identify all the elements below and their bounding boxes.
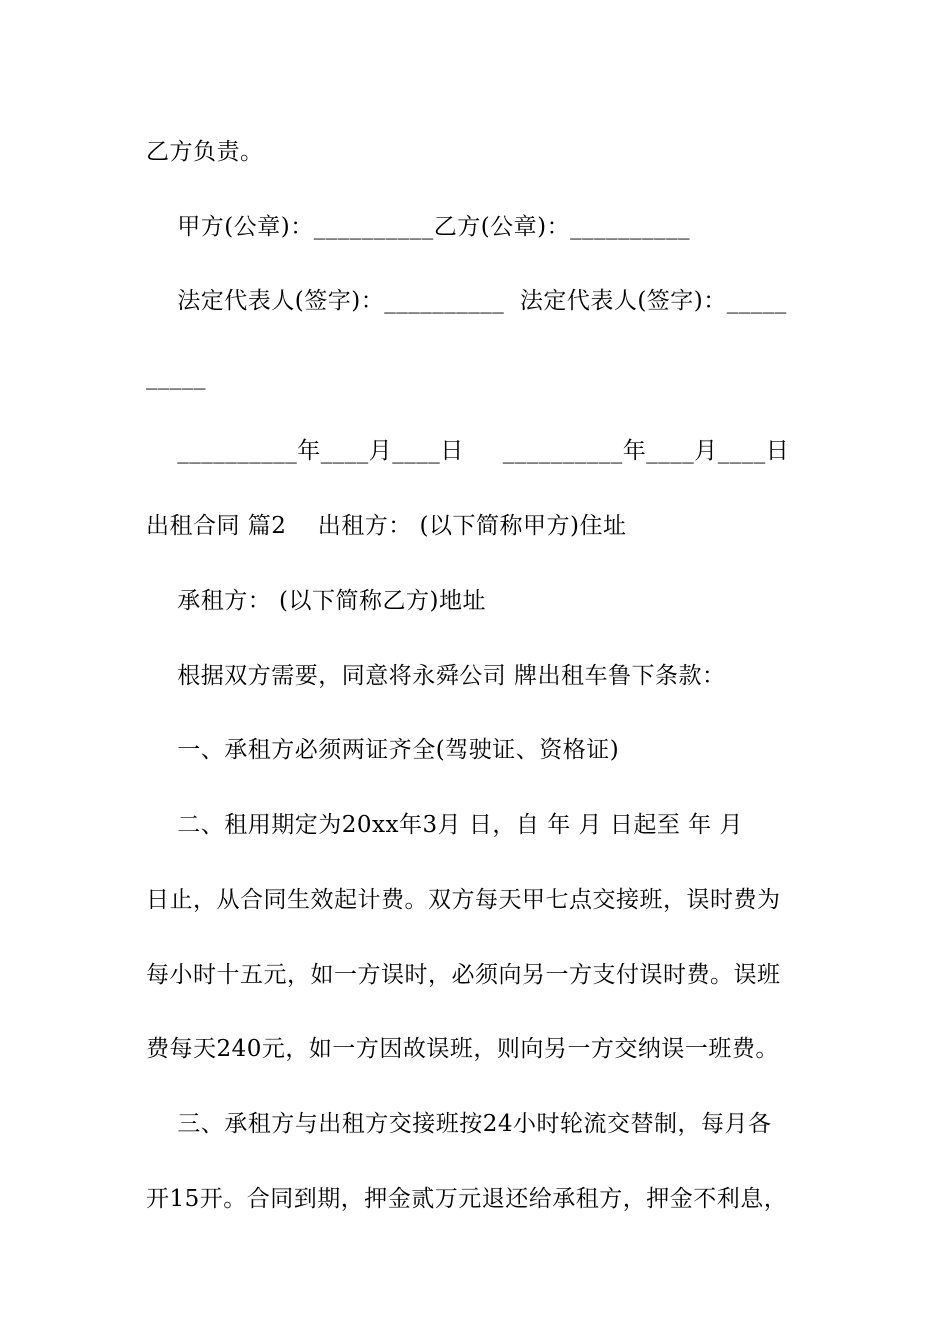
clause-3-line-1: 三、承租方与出租方交接班按24小时轮流交替制，每月各	[146, 1111, 772, 1137]
clause-1: 一、承租方必须两证齐全(驾驶证、资格证)	[146, 737, 620, 763]
text-line-1: 乙方负责。	[146, 139, 264, 165]
signature-line-party-seals: 甲方(公章)：__________乙方(公章)：__________	[146, 214, 691, 240]
signature-line-continuation: _____	[146, 364, 206, 390]
lessee-line: 承租方： (以下简称乙方)地址	[146, 588, 487, 614]
agreement-intro: 根据双方需要，同意将永舜公司 牌出租车鲁下条款：	[146, 663, 726, 689]
contract-heading: 出租合同 篇2 出租方： (以下简称甲方)住址	[146, 513, 627, 539]
clause-2-line-1: 二、租用期定为20xx年3月 日，自 年 月 日起至 年 月	[146, 812, 743, 838]
clause-2-line-3: 每小时十五元，如一方误时，必须向另一方支付误时费。误班	[146, 962, 781, 988]
clause-2-line-4: 费每天240元，如一方因故误班，则向另一方交纳误一班费。	[146, 1036, 779, 1062]
date-line: __________年____月____日 __________年____月____日	[146, 438, 790, 464]
clause-3-line-2: 开15开。合同到期，押金贰万元退还给承租方，押金不利息，	[146, 1186, 788, 1212]
signature-line-representatives: 法定代表人(签字)：__________ 法定代表人(签字)：_____	[146, 288, 787, 314]
clause-2-line-2: 日止，从合同生效起计费。双方每天甲七点交接班，误时费为	[146, 887, 781, 913]
